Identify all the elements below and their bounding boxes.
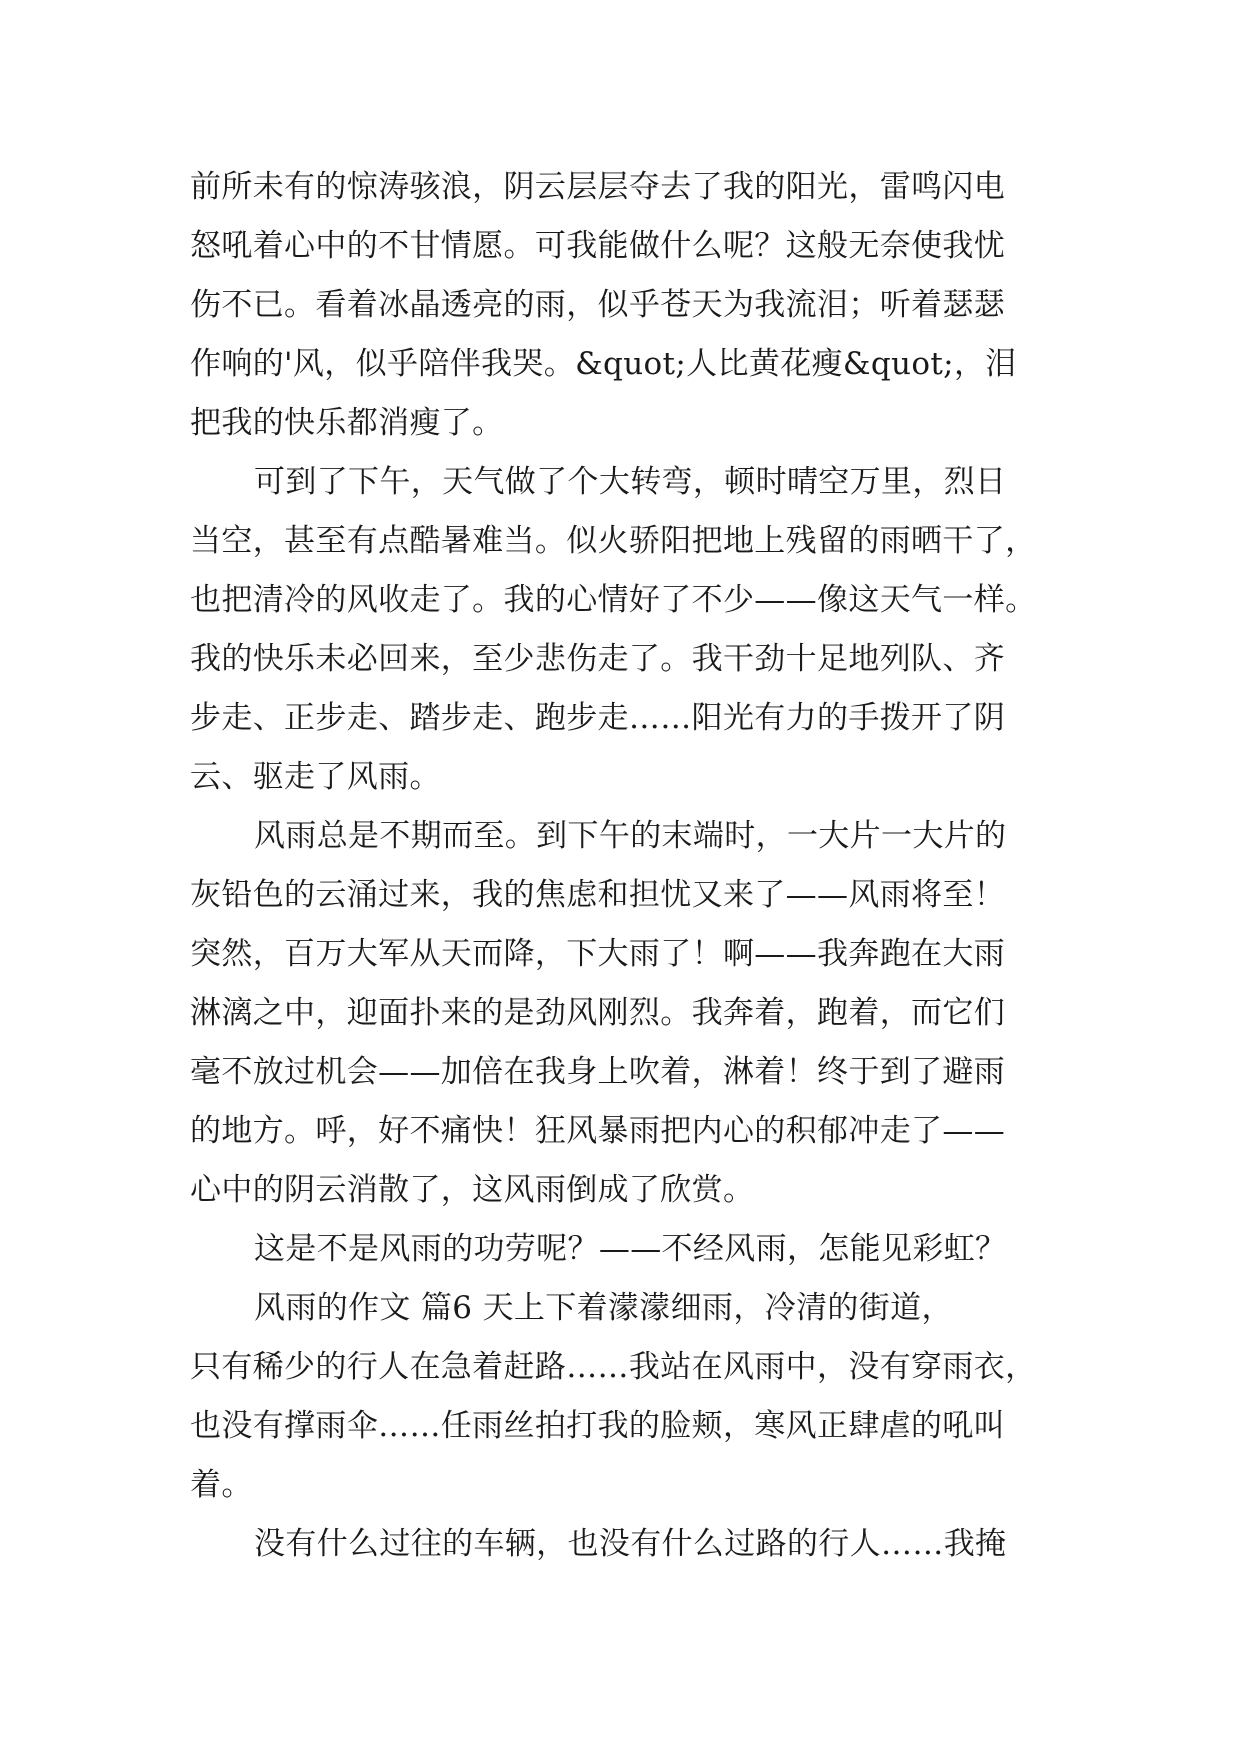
text-line: 着。 — [190, 1467, 253, 1503]
text-line: 只有稀少的行人在急着赶路……我站在风雨中，没有穿雨衣， — [190, 1349, 1037, 1385]
text-line: 没有什么过往的车辆，也没有什么过路的行人……我掩 — [254, 1526, 1007, 1562]
text-line: 淋漓之中，迎面扑来的是劲风刚烈。我奔着，跑着，而它们 — [190, 995, 1006, 1031]
text-line: 这是不是风雨的功劳呢？——不经风雨，怎能见彩虹？ — [254, 1231, 1007, 1267]
text-line: 当空，甚至有点酷暑难当。似火骄阳把地上残留的雨晒干了， — [190, 523, 1037, 559]
text-line: 可到了下午，天气做了个大转弯，顿时晴空万里，烈日 — [254, 464, 1007, 500]
text-line: 伤不已。看着冰晶透亮的雨，似乎苍天为我流泪；听着瑟瑟 — [190, 287, 1006, 323]
text-line: 风雨的作文 篇6 天上下着濛濛细雨，冷清的街道， — [254, 1290, 953, 1326]
text-line: 灰铅色的云涌过来，我的焦虑和担忧又来了——风雨将至！ — [190, 877, 1006, 913]
text-line: 也把清冷的风收走了。我的心情好了不少——像这天气一样。 — [190, 582, 1037, 618]
document-body — [190, 158, 1070, 1574]
text-line: 的地方。呼，好不痛快！狂风暴雨把内心的积郁冲走了—— — [190, 1113, 1006, 1149]
text-line: 我的快乐未必回来，至少悲伤走了。我干劲十足地列队、齐 — [190, 641, 1006, 677]
text-line: 突然，百万大军从天而降，下大雨了！啊——我奔跑在大雨 — [190, 936, 1006, 972]
text-line: 作响的'风，似乎陪伴我哭。&quot;人比黄花瘦&quot;，泪 — [190, 346, 1017, 382]
text-line: 怒吼着心中的不甘情愿。可我能做什么呢？这般无奈使我忧 — [190, 228, 1006, 264]
text-line: 把我的快乐都消瘦了。 — [190, 405, 504, 441]
text-line: 云、驱走了风雨。 — [190, 759, 441, 795]
text-line: 前所未有的惊涛骇浪，阴云层层夺去了我的阳光，雷鸣闪电 — [190, 169, 1006, 205]
text-line: 风雨总是不期而至。到下午的末端时，一大片一大片的 — [254, 818, 1007, 854]
text-line: 步走、正步走、踏步走、跑步走……阳光有力的手拨开了阴 — [190, 700, 1006, 736]
text-line: 毫不放过机会——加倍在我身上吹着，淋着！终于到了避雨 — [190, 1054, 1006, 1090]
text-line: 心中的阴云消散了，这风雨倒成了欣赏。 — [190, 1172, 755, 1208]
text-line: 也没有撑雨伞……任雨丝拍打我的脸颊，寒风正肆虐的吼叫 — [190, 1408, 1006, 1444]
